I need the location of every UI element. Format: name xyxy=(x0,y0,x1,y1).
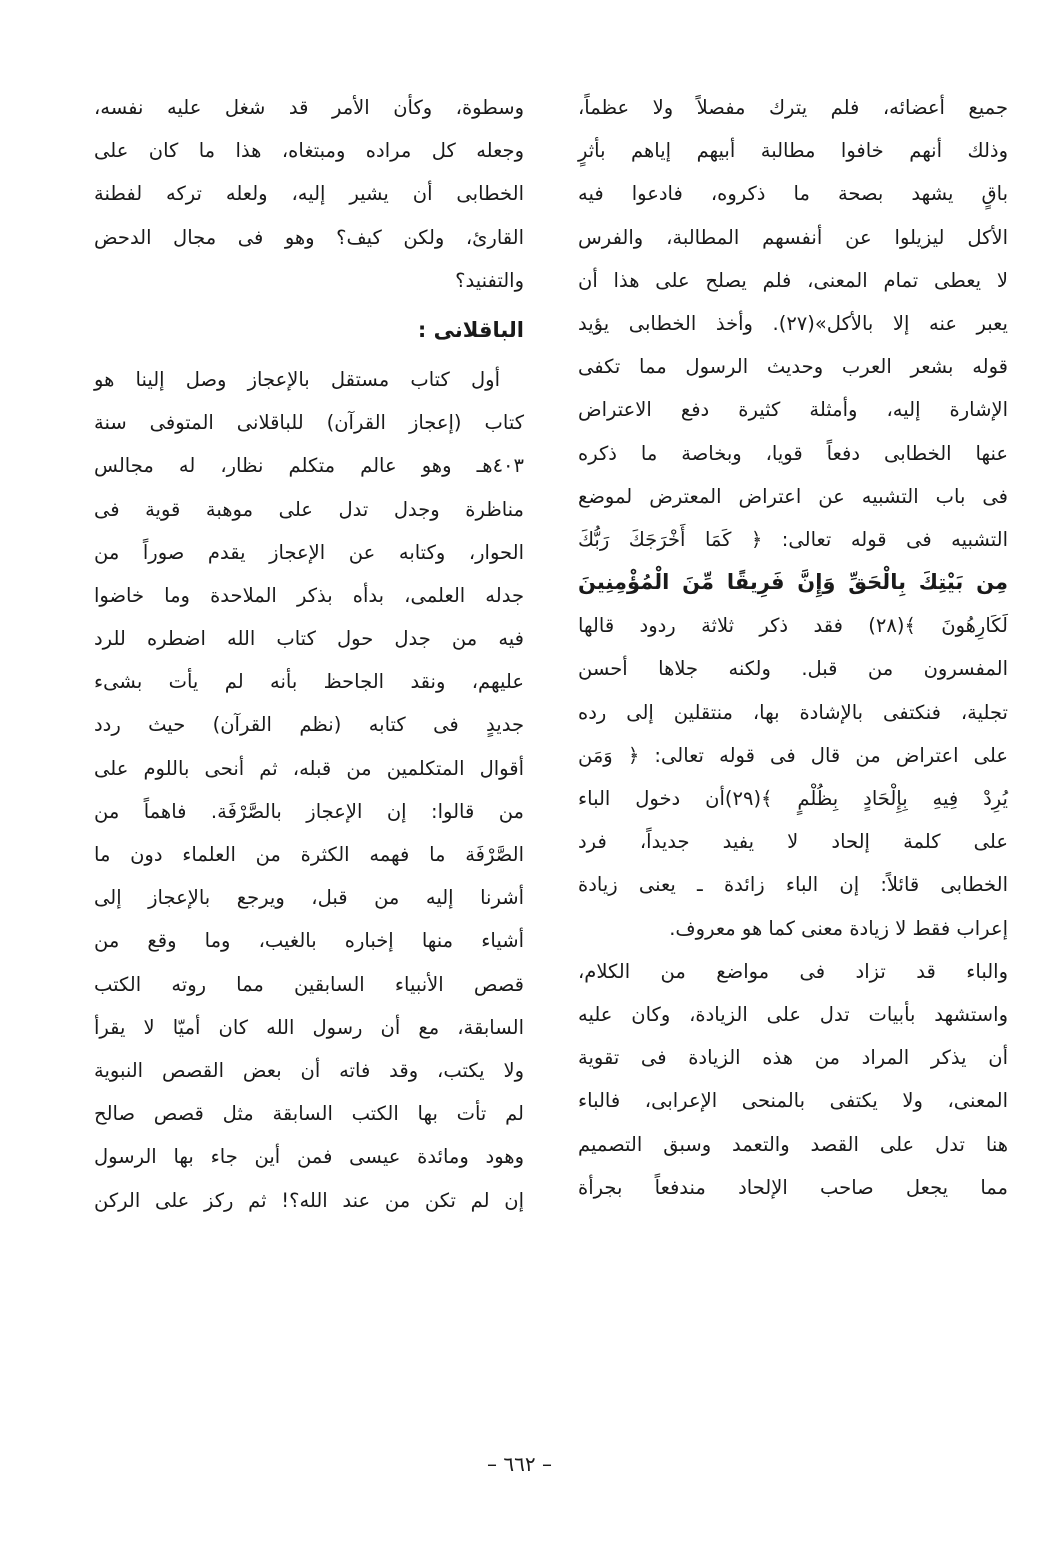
left-text-column xyxy=(94,86,524,1222)
text-line: جدله العلمى، بدأه بذكر الملاحدة وما خاضوا xyxy=(94,583,524,607)
text-line: ولا يكتب، وقد فاته أن بعض القصص النبوية xyxy=(94,1058,524,1082)
text-line: الأكل ليزيلوا عن أنفسهم المطالبة، والفرس xyxy=(578,225,1008,249)
text-line: المفسرون من قبل. ولكنه جلاها أحسن xyxy=(578,657,1008,681)
text-line: على كلمة إلحاد لا يفيد جديداً، فرد xyxy=(578,830,1008,854)
text-line: على اعتراض من قال فى قوله تعالى: ﴿ وَمَن xyxy=(578,743,1008,767)
text-line: والباء قد تزاد فى مواضع من الكلام، xyxy=(578,959,1008,983)
text-line: وجعله كل مراده ومبتغاه، هذا ما كان على xyxy=(94,139,524,163)
text-line: وهود ومائدة عيسى فمن أين جاء بها الرسول xyxy=(94,1145,524,1169)
text-line: يُرِدْ فِيهِ بِإِلْحَادٍ بِظُلْمٍ ﴾(٢٩)أن دخول الباء xyxy=(578,787,1008,810)
text-line: باقٍ يشهد بصحة ما ذكروه، فادعوا فيه xyxy=(578,182,1008,206)
text-line: عنها الخطابى دفعاً قويا، وبخاصة ما ذكره xyxy=(578,441,1008,465)
text-line: أن يذكر المراد من هذه الزيادة فى تقوية xyxy=(578,1046,1008,1070)
text-line: جديدٍ فى كتابه (نظم القرآن) حيث ردد xyxy=(94,713,524,737)
text-line: عليهم، ونقد الجاحظ بأنه لم يأت بشىء xyxy=(94,670,524,694)
text-line: مما يجعل صاحب الإلحاد مندفعاً بجرأة xyxy=(578,1175,1008,1199)
text-line: تجلية، فنكتفى بالإشادة بها، منتقلين إلى رده xyxy=(578,700,1008,724)
text-line: واستشهد بأبيات تدل على الزيادة، وكان عليه xyxy=(578,1002,1008,1026)
text-line: فى باب التشبيه عن اعتراض المعترض لموضع xyxy=(578,484,1008,508)
right-text-column xyxy=(578,86,1008,1209)
text-line: قصص الأنبياء السابقين مما روته الكتب xyxy=(94,972,524,996)
text-line: من قالوا: إن الإعجاز بالصَّرْفَة. فاهماً من xyxy=(94,799,524,823)
page-number: – ٦٦٢ – xyxy=(487,1452,552,1476)
text-line: أول كتاب مستقل بالإعجاز وصل إلينا هو xyxy=(94,367,500,391)
text-line: هنا تدل على القصد والتعمد وسبق التصميم xyxy=(578,1132,1008,1156)
text-line: أقوال المتكلمين من قبله، ثم أنحى باللوم على xyxy=(94,756,524,780)
text-line: ٤٠٣هـ وهو عالم متكلم نظار، له مجالس xyxy=(94,454,524,478)
text-line: السابقة، مع أن رسول الله كان أميّا لا يقرأ xyxy=(94,1015,524,1039)
text-line: لم تأت بها الكتب السابقة مثل قصص صالح xyxy=(94,1102,524,1126)
text-line: المعنى، ولا يكتفى بالمنحى الإعرابى، فالباء xyxy=(578,1089,1008,1113)
text-line: مِن بَيْتِكَ بِالْحَقِّ وَإِنَّ فَرِيقًا مِّنَ الْمُؤْمِنِينَ xyxy=(578,570,1008,595)
text-line: لا يعطى تمام المعنى، فلم يصلح على هذا أن xyxy=(578,268,1008,292)
text-line: إن لم تكن من عند الله؟! ثم ركز على الركن xyxy=(94,1188,524,1212)
text-line: كتاب (إعجاز القرآن) للباقلانى المتوفى سنة xyxy=(94,411,524,435)
text-line: وذلك أنهم خافوا مطالبة أبيهم إياهم بأثرٍ xyxy=(578,139,1008,163)
text-line: يعبر عنه إلا بالأكل»(٢٧). وأخذ الخطابى يؤيد xyxy=(578,311,1008,335)
text-line: مناظرة وجدل تدل على موهبة قوية فى xyxy=(94,497,524,521)
text-line: إعراب فقط لا زيادة معنى كما هو معروف. xyxy=(669,916,1008,940)
text-line: أشرنا إليه من قبل، ويرجع بالإعجاز إلى xyxy=(94,886,524,910)
text-line: الصَّرْفَة ما فهمه الكثرة من العلماء دون ما xyxy=(94,843,524,866)
text-line: لَكَارِهُونَ ﴾(٢٨) فقد ذكر ثلاثة ردود قالها xyxy=(578,614,1008,638)
text-line: أشياء منها إخباره بالغيب، وما وقع من xyxy=(94,929,524,953)
text-line: فيه من جدل حول كتاب الله اضطره للرد xyxy=(94,627,524,651)
text-line: الإشارة إليه، وأمثلة كثيرة دفع الاعتراض xyxy=(578,398,1008,422)
text-line: قوله بشعر العرب وحديث الرسول مما تكفى xyxy=(578,355,1008,379)
text-line: الخطابى قائلاً: إن الباء زائدة ـ يعنى زيادة xyxy=(578,873,1008,897)
section-heading: الباقلانى : xyxy=(417,317,524,342)
text-line: والتفنيد؟ xyxy=(455,268,524,292)
text-line: الخطابى أن يشير إليه، ولعله تركه لفطنة xyxy=(94,182,524,206)
text-line: القارئ، ولكن كيف؟ وهو فى مجال الدحض xyxy=(94,225,524,249)
text-line: الحوار، وكتابه عن الإعجاز يقدم صوراً من xyxy=(94,540,524,564)
text-line: وسطوة، وكأن الأمر قد شغل عليه نفسه، xyxy=(94,96,524,119)
text-line: التشبيه فى قوله تعالى: ﴿ كَمَا أَخْرَجَكَ رَبُّكَ xyxy=(578,527,1008,551)
text-line: جميع أعضائه، فلم يترك مفصلاً ولا عظماً، xyxy=(578,96,1008,119)
